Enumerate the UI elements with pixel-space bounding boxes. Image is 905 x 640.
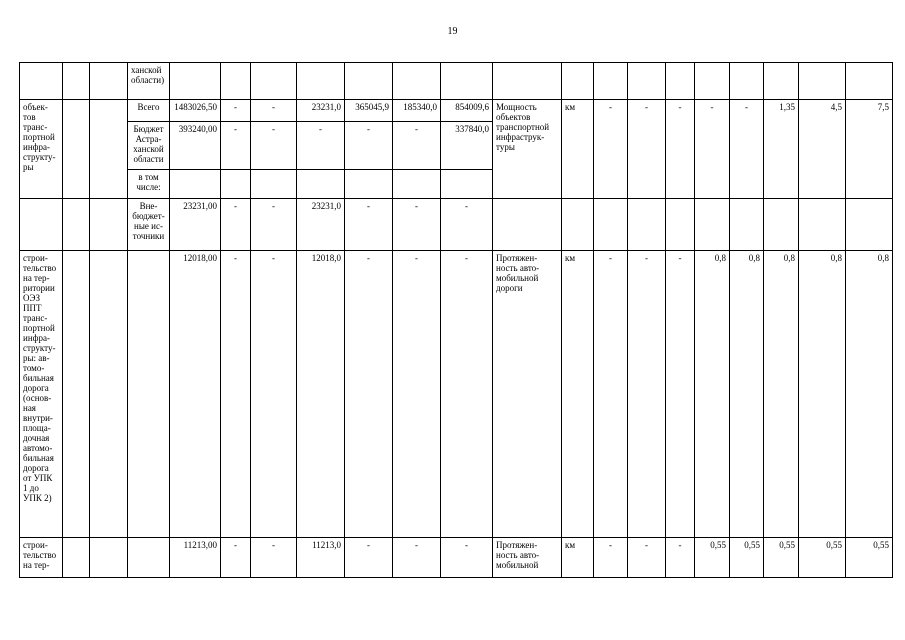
year-value: - [221, 251, 251, 538]
indicator-cell: Протяжен-ность авто-мобильной [493, 538, 562, 578]
year-value: 365045,9 [345, 100, 393, 122]
source-cell: Всего [128, 100, 170, 122]
page-number: 19 [447, 26, 458, 37]
indicator-value: - [594, 251, 628, 538]
total-cell: 12018,00 [170, 251, 221, 538]
year-value: - [251, 199, 297, 251]
year-value: 23231,0 [297, 100, 345, 122]
indicator-value: 0,55 [764, 538, 799, 578]
indicator-value: - [594, 100, 628, 199]
unit-cell: км [562, 251, 594, 538]
object-cell: строи-тельство на тер- [20, 538, 63, 578]
year-value: 11213,0 [297, 538, 345, 578]
year-value: - [221, 199, 251, 251]
source-cell: Бюджет Астра-ханской области [128, 122, 170, 170]
year-value: - [441, 538, 493, 578]
indicator-value: 0,55 [695, 538, 730, 578]
table-row [20, 538, 893, 578]
indicator-value: - [628, 100, 666, 199]
indicator-value: 1,35 [764, 100, 799, 199]
year-value: - [251, 251, 297, 538]
year-value: 12018,0 [297, 251, 345, 538]
year-value: - [441, 251, 493, 538]
program-table [19, 62, 893, 578]
year-value: - [251, 122, 297, 170]
indicator-value: 0,8 [764, 251, 799, 538]
object-cell: строи-тельство на тер-ритории ОЭЗ ППТ транс-портной инфра-структу-ры: ав-томо-бильная дорога (основ-ная внутри-площа-дочная автомо-бильная дорога от УПК 1 до УПК 2) [20, 251, 63, 538]
indicator-value: 0,8 [846, 251, 893, 538]
total-cell: 1483026,50 [170, 100, 221, 122]
year-value: - [221, 122, 251, 170]
indicator-value: 0,55 [730, 538, 764, 578]
indicator-value: - [695, 100, 730, 199]
year-value: 23231,0 [297, 199, 345, 251]
year-value: - [345, 251, 393, 538]
source-cell: в том числе: [128, 170, 170, 199]
total-cell: 23231,00 [170, 199, 221, 251]
indicator-value: 0,8 [695, 251, 730, 538]
total-cell: 11213,00 [170, 538, 221, 578]
indicator-value: - [730, 100, 764, 199]
year-value: - [251, 538, 297, 578]
year-value: - [393, 199, 441, 251]
indicator-value: - [628, 538, 666, 578]
indicator-value: - [666, 100, 695, 199]
year-value: - [297, 122, 345, 170]
indicator-value: 0,55 [846, 538, 893, 578]
indicator-value: 0,8 [730, 251, 764, 538]
year-value: - [221, 100, 251, 122]
year-value: - [345, 122, 393, 170]
year-value: - [393, 122, 441, 170]
year-value: 854009,6 [441, 100, 493, 122]
indicator-value: - [628, 251, 666, 538]
year-value: - [441, 199, 493, 251]
object-cell: объек-тов транс-портной инфра-структу-ры [20, 100, 63, 199]
unit-cell: км [562, 538, 594, 578]
year-value: - [221, 538, 251, 578]
year-value: - [393, 538, 441, 578]
indicator-value: 0,8 [799, 251, 846, 538]
year-value: - [345, 538, 393, 578]
indicator-cell: Мощность объектов транспортной инфраструк-туры [493, 100, 562, 199]
table-row [20, 199, 893, 251]
indicator-value: - [666, 251, 695, 538]
table-row [20, 251, 893, 538]
unit-cell: км [562, 100, 594, 199]
indicator-value: - [594, 538, 628, 578]
indicator-value: - [666, 538, 695, 578]
source-cell: ханской области) [128, 63, 170, 100]
total-cell: 393240,00 [170, 122, 221, 170]
table-row [20, 63, 893, 100]
year-value: 185340,0 [393, 100, 441, 122]
year-value: - [251, 100, 297, 122]
indicator-value: 4,5 [799, 100, 846, 199]
year-value: - [393, 251, 441, 538]
indicator-value: 7,5 [846, 100, 893, 199]
table-row [20, 100, 893, 122]
indicator-value: 0,55 [799, 538, 846, 578]
source-cell: Вне-бюджет-ные ис-точники [128, 199, 170, 251]
year-value: - [345, 199, 393, 251]
year-value: 337840,0 [441, 122, 493, 170]
indicator-cell: Протяжен-ность авто-мобильной дороги [493, 251, 562, 538]
